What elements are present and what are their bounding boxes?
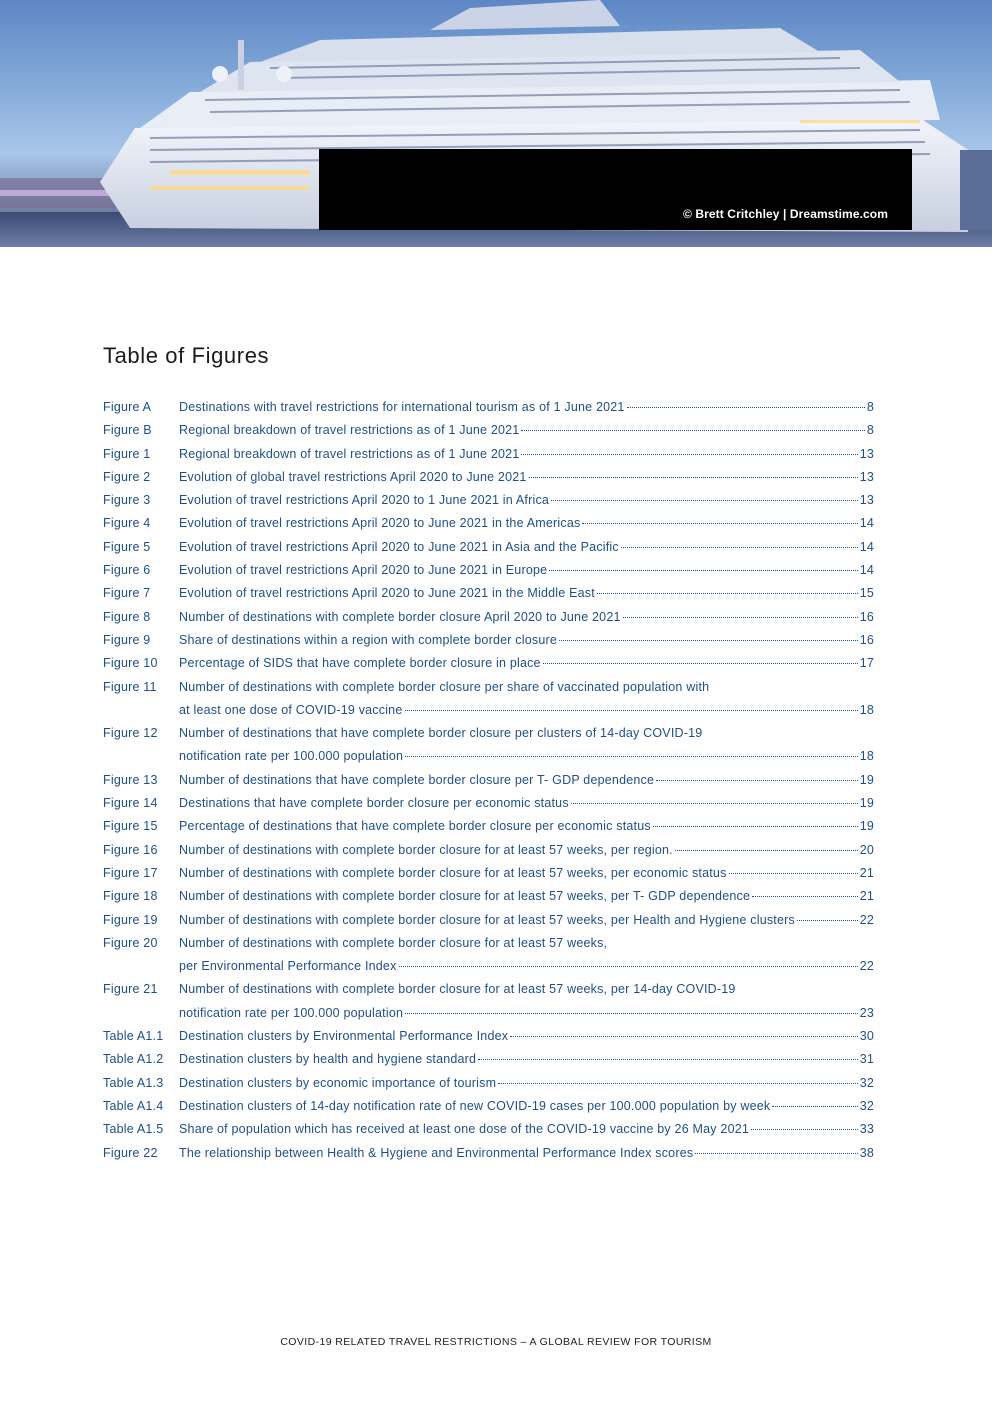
toc-entry-line-last xyxy=(179,396,874,419)
toc-entry[interactable] xyxy=(103,466,874,489)
toc-entry-body xyxy=(179,1072,874,1095)
toc-entry-label: Figure 16 xyxy=(103,842,158,857)
toc-entry-line-last xyxy=(179,652,874,675)
toc-entry-label: Figure 20 xyxy=(103,935,158,950)
toc-entry-label: Figure 3 xyxy=(103,493,151,508)
toc-entry-body xyxy=(179,536,874,559)
toc-entry-page: 21 xyxy=(859,889,874,904)
toc-entry-label: Figure 17 xyxy=(103,865,158,880)
toc-entry-label: Figure 21 xyxy=(103,982,158,997)
toc-entry-title: notification rate per 100.000 population xyxy=(179,1005,404,1020)
toc-entry-body xyxy=(179,932,874,979)
toc-entry-title: Destination clusters of 14-day notification rate of new COVID-19 cases per 100.000 population by week xyxy=(179,1098,771,1113)
toc-entry-line-last xyxy=(179,629,874,652)
toc-entry-line-last xyxy=(179,885,874,908)
running-footer: COVID-19 RELATED TRAVEL RESTRICTIONS – A GLOBAL REVIEW FOR TOURISM xyxy=(280,1336,712,1348)
toc-entry-body xyxy=(179,885,874,908)
toc-entry[interactable] xyxy=(103,1072,874,1095)
toc-entry-label: Figure 7 xyxy=(103,586,151,601)
toc-entry-body xyxy=(179,652,874,675)
toc-entry-line-last xyxy=(179,443,874,466)
toc-entry-body xyxy=(179,606,874,629)
toc-entry[interactable] xyxy=(103,1142,874,1165)
toc-entry-page: 15 xyxy=(859,586,874,601)
toc-entry-body xyxy=(179,676,874,723)
toc-entry-title: Number of destinations with complete border closure for at least 57 weeks, per economic status xyxy=(179,865,727,880)
toc-entry[interactable] xyxy=(103,606,874,629)
toc-entry[interactable] xyxy=(103,909,874,932)
toc-entry[interactable] xyxy=(103,815,874,838)
photo-credit-box xyxy=(319,149,912,230)
toc-entry-page: 18 xyxy=(859,702,874,717)
toc-entry-page: 30 xyxy=(859,1029,874,1044)
toc-entry-page: 16 xyxy=(859,609,874,624)
dot-leader xyxy=(729,873,858,874)
toc-entry-label: Figure 9 xyxy=(103,632,151,647)
toc-entry-title: per Environmental Performance Index xyxy=(179,959,397,974)
toc-entry-page: 14 xyxy=(859,539,874,554)
toc-entry-body xyxy=(179,839,874,862)
toc-entry-title: Number of destinations that have complete border closure per T- GDP dependence xyxy=(179,772,655,787)
toc-entry-line-last xyxy=(179,1095,874,1118)
toc-entry-body xyxy=(179,489,874,512)
dot-leader xyxy=(498,1083,858,1084)
toc-entry-page: 22 xyxy=(859,912,874,927)
toc-entry[interactable] xyxy=(103,1025,874,1048)
dot-leader xyxy=(656,780,858,781)
toc-entry-label: Figure 14 xyxy=(103,796,158,811)
toc-entry-body xyxy=(179,1118,874,1141)
dot-leader xyxy=(405,756,858,757)
toc-entry-label: Figure 18 xyxy=(103,889,158,904)
toc-entry[interactable] xyxy=(103,443,874,466)
toc-entry-title: Destination clusters by health and hygiene standard xyxy=(179,1052,477,1067)
toc-entry-line-last xyxy=(179,1142,874,1165)
toc-entry[interactable] xyxy=(103,1118,874,1141)
toc-entry-body xyxy=(179,419,874,442)
dot-leader xyxy=(752,896,858,897)
toc-entry-page: 32 xyxy=(859,1098,874,1113)
toc-entry-page: 13 xyxy=(859,493,874,508)
toc-entry-label: Figure 1 xyxy=(103,446,151,461)
toc-entry-body xyxy=(179,978,874,1025)
dot-leader xyxy=(529,477,858,478)
toc-entry-line-last xyxy=(179,909,874,932)
toc-entry-body xyxy=(179,559,874,582)
toc-entry-title: Evolution of travel restrictions April 2020 to June 2021 in the Middle East xyxy=(179,586,595,601)
toc-entry-body xyxy=(179,512,874,535)
toc-entry-title: Number of destinations with complete border closure per share of vaccinated population with xyxy=(179,679,710,694)
toc-entry-body xyxy=(179,1025,874,1048)
toc-entry-title: Number of destinations with complete border closure for at least 57 weeks, per 14-day COVID-19 xyxy=(179,982,736,997)
toc-entry-title: Evolution of travel restrictions April 2020 to June 2021 in the Americas xyxy=(179,516,581,531)
toc-entry-line-last xyxy=(179,1048,874,1071)
dot-leader xyxy=(797,920,858,921)
toc-entry-title: Destinations with travel restrictions for international tourism as of 1 June 2021 xyxy=(179,400,625,414)
toc-entry-page: 22 xyxy=(859,959,874,974)
toc-entry-body xyxy=(179,722,874,769)
toc-entry-label: Figure 13 xyxy=(103,772,158,787)
dot-leader xyxy=(597,593,858,594)
toc-entry-page: 13 xyxy=(859,446,874,461)
dot-leader xyxy=(653,826,858,827)
toc-entry-title: Destinations that have complete border closure per economic status xyxy=(179,796,569,811)
toc-entry-title: Percentage of destinations that have complete border closure per economic status xyxy=(179,819,651,834)
toc-entry-body xyxy=(179,862,874,885)
toc-entry-line-last xyxy=(179,1118,874,1141)
toc-entry-body xyxy=(179,396,874,419)
toc-entry-title: Evolution of travel restrictions April 2020 to 1 June 2021 in Africa xyxy=(179,493,550,508)
toc-entry-title: Number of destinations with complete border closure for at least 57 weeks, per region. xyxy=(179,842,673,857)
toc-entry-page: 8 xyxy=(866,400,874,414)
toc-entry-page: 14 xyxy=(859,516,874,531)
toc-entry-title: Number of destinations with complete border closure for at least 57 weeks, per T- GDP dependence xyxy=(179,889,751,904)
toc-entry-body xyxy=(179,629,874,652)
toc-entry[interactable] xyxy=(103,559,874,582)
dot-leader xyxy=(621,547,858,548)
toc-entry[interactable] xyxy=(103,489,874,512)
dot-leader xyxy=(623,617,858,618)
toc-entry-label: Figure 10 xyxy=(103,656,158,671)
toc-entry-body xyxy=(179,1142,874,1165)
toc-entry[interactable] xyxy=(103,396,874,419)
toc-entry[interactable] xyxy=(103,1048,874,1071)
toc-entry-line-last xyxy=(179,699,874,722)
toc-entry[interactable] xyxy=(103,839,874,862)
toc-entry-label: Table A1.4 xyxy=(103,1098,164,1113)
dot-leader xyxy=(695,1153,857,1154)
toc-entry-label: Figure 4 xyxy=(103,516,151,531)
toc-entry-label: Figure A xyxy=(103,400,152,414)
dot-leader xyxy=(772,1106,857,1107)
toc-entry-page: 8 xyxy=(866,423,874,438)
toc-entry-label: Figure 12 xyxy=(103,726,158,741)
toc-entry-line-last xyxy=(179,955,874,978)
toc-entry[interactable] xyxy=(103,676,874,723)
toc-entry-line-last xyxy=(179,745,874,768)
toc-entry-label: Figure 22 xyxy=(103,1145,158,1160)
toc-entry-label: Figure 5 xyxy=(103,539,151,554)
toc-entry-page: 19 xyxy=(859,819,874,834)
dot-leader xyxy=(627,407,865,408)
toc-entry[interactable] xyxy=(103,629,874,652)
toc-entry-page: 14 xyxy=(859,563,874,578)
toc-entry[interactable] xyxy=(103,419,874,442)
toc-entry[interactable] xyxy=(103,582,874,605)
toc-entry[interactable] xyxy=(103,536,874,559)
toc-entry-title: Number of destinations with complete border closure for at least 57 weeks, xyxy=(179,935,608,950)
toc-entry-line-last xyxy=(179,1072,874,1095)
toc-entry-body xyxy=(179,815,874,838)
toc-entry-label: Figure 6 xyxy=(103,563,151,578)
toc-entry-label: Table A1.1 xyxy=(103,1029,164,1044)
toc-entry-line-last xyxy=(179,512,874,535)
toc-entry-page: 31 xyxy=(859,1052,874,1067)
toc-entry-page: 38 xyxy=(859,1145,874,1160)
dot-leader xyxy=(510,1036,857,1037)
toc-entry-line-last xyxy=(179,839,874,862)
toc-entry-body xyxy=(179,443,874,466)
toc-entry-label: Table A1.5 xyxy=(103,1122,164,1137)
toc-entry[interactable] xyxy=(103,862,874,885)
toc-entry-title: The relationship between Health & Hygiene and Environmental Performance Index scores xyxy=(179,1145,694,1160)
toc-entry-line-last xyxy=(179,559,874,582)
toc-entry-title: Destination clusters by Environmental Performance Index xyxy=(179,1029,509,1044)
toc-entry-line-last xyxy=(179,862,874,885)
toc-entry-label: Table A1.2 xyxy=(103,1052,164,1067)
dot-leader xyxy=(478,1059,858,1060)
dot-leader xyxy=(559,640,858,641)
dot-leader xyxy=(582,523,857,524)
toc-entry-label: Table A1.3 xyxy=(103,1075,164,1090)
dot-leader xyxy=(571,803,858,804)
toc-entry-title: Share of destinations within a region with complete border closure xyxy=(179,632,557,647)
toc-entry-page: 21 xyxy=(859,865,874,880)
toc-entry-title: at least one dose of COVID-19 vaccine xyxy=(179,702,403,717)
dot-leader xyxy=(551,500,858,501)
toc-entry[interactable] xyxy=(103,932,874,979)
dot-leader xyxy=(521,430,864,431)
toc-entry-page: 13 xyxy=(859,469,874,484)
toc-entry-label: Figure 15 xyxy=(103,819,158,834)
toc-entry-page: 33 xyxy=(859,1122,874,1137)
toc-entry-title: Evolution of travel restrictions April 2020 to June 2021 in Europe xyxy=(179,563,548,578)
toc-entry-page: 23 xyxy=(859,1005,874,1020)
toc-entry[interactable] xyxy=(103,652,874,675)
toc-entry-body xyxy=(179,792,874,815)
toc-entry-title: Share of population which has received at least one dose of the COVID-19 vaccine by 26 May 2021 xyxy=(179,1122,750,1137)
toc-entry-page: 16 xyxy=(859,632,874,647)
toc-entry-label: Figure 8 xyxy=(103,609,151,624)
toc-entry-body xyxy=(179,909,874,932)
dot-leader xyxy=(751,1129,858,1130)
toc-entry-page: 18 xyxy=(859,749,874,764)
toc-entry[interactable] xyxy=(103,512,874,535)
toc-entry-body xyxy=(179,1048,874,1071)
toc-entry-line-last xyxy=(179,815,874,838)
toc-entry-page: 20 xyxy=(859,842,874,857)
dot-leader xyxy=(405,710,858,711)
toc-entry[interactable] xyxy=(103,792,874,815)
toc-entry-page: 19 xyxy=(859,772,874,787)
dot-leader xyxy=(543,663,858,664)
toc-entry-page: 17 xyxy=(859,656,874,671)
toc-entry-line-last xyxy=(179,792,874,815)
dot-leader xyxy=(405,1013,858,1014)
toc-entry-title: Regional breakdown of travel restrictions as of 1 June 2021 xyxy=(179,446,520,461)
toc-entry[interactable] xyxy=(103,722,874,769)
toc-entry-title: Evolution of global travel restrictions April 2020 to June 2021 xyxy=(179,469,527,484)
toc-entry-line-last xyxy=(179,466,874,489)
toc-entry-title: Number of destinations with complete border closure April 2020 to June 2021 xyxy=(179,609,621,624)
dot-leader xyxy=(399,966,858,967)
photo-credit: © Brett Critchley | Dreamstime.com xyxy=(683,207,888,221)
toc-entry-line-last xyxy=(179,1002,874,1025)
toc-entry-title: Evolution of travel restrictions April 2020 to June 2021 in Asia and the Pacific xyxy=(179,539,619,554)
toc-entry-line-last xyxy=(179,419,874,442)
toc-entry-label: Figure 11 xyxy=(103,679,157,694)
page-title: Table of Figures xyxy=(103,343,270,368)
toc-entry-label: Figure 19 xyxy=(103,912,158,927)
toc-entry-line-last xyxy=(179,769,874,792)
toc-entry-label: Figure B xyxy=(103,423,152,438)
toc-entry-page: 32 xyxy=(859,1075,874,1090)
toc-entry-line-last xyxy=(179,1025,874,1048)
toc-entry-line-last xyxy=(179,536,874,559)
table-of-figures xyxy=(103,396,874,1165)
toc-entry-body xyxy=(179,466,874,489)
dot-leader xyxy=(549,570,857,571)
header-photo xyxy=(0,0,992,247)
toc-entry-line-last xyxy=(179,489,874,512)
toc-entry-line-last xyxy=(179,582,874,605)
toc-entry-label: Figure 2 xyxy=(103,469,151,484)
toc-entry[interactable] xyxy=(103,769,874,792)
dot-leader xyxy=(521,454,857,455)
toc-entry-title: notification rate per 100.000 population xyxy=(179,749,404,764)
dot-leader xyxy=(675,850,858,851)
toc-entry[interactable] xyxy=(103,978,874,1025)
toc-entry-body xyxy=(179,769,874,792)
toc-entry-body xyxy=(179,582,874,605)
toc-entry-page: 19 xyxy=(859,796,874,811)
toc-entry-title: Destination clusters by economic importance of tourism xyxy=(179,1075,497,1090)
toc-entry[interactable] xyxy=(103,1095,874,1118)
toc-entry[interactable] xyxy=(103,885,874,908)
toc-entry-line-last xyxy=(179,606,874,629)
toc-entry-title: Percentage of SIDS that have complete border closure in place xyxy=(179,656,541,671)
toc-entry-title: Number of destinations with complete border closure for at least 57 weeks, per Health and Hygiene clusters xyxy=(179,912,795,927)
toc-entry-title: Regional breakdown of travel restrictions as of 1 June 2021 xyxy=(179,423,520,438)
toc-entry-body xyxy=(179,1095,874,1118)
toc-entry-title: Number of destinations that have complete border closure per clusters of 14-day COVID-19 xyxy=(179,726,703,741)
